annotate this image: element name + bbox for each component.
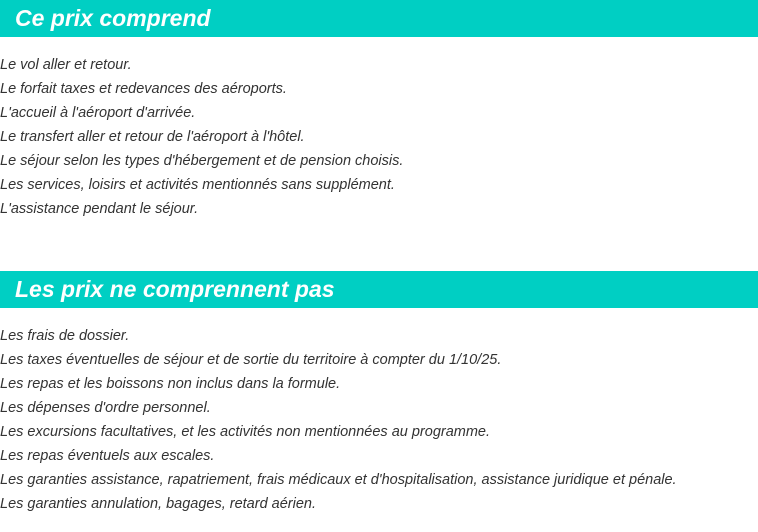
excluded-section-title: Les prix ne comprennent pas (0, 271, 758, 308)
list-item: L'assistance pendant le séjour. (0, 201, 199, 217)
list-item: Les garanties assistance, rapatriement, frais médicaux et d'hospitalisation, assistance juridique et pénale. (0, 472, 677, 488)
list-item: Les repas éventuels aux escales. (0, 448, 215, 464)
list-item: Le séjour selon les types d'hébergement et de pension choisis. (0, 153, 404, 169)
list-item: Les frais de dossier. (0, 328, 130, 344)
included-items-list (0, 53, 758, 221)
list-item: Le vol aller et retour. (0, 57, 132, 73)
list-item: Les dépenses d'ordre personnel. (0, 400, 211, 416)
list-item: Les taxes éventuelles de séjour et de sortie du territoire à compter du 1/10/25. (0, 352, 502, 368)
list-item: Le forfait taxes et redevances des aéroports. (0, 81, 287, 97)
included-section-title: Ce prix comprend (0, 0, 758, 37)
list-item: Les excursions facultatives, et les activités non mentionnées au programme. (0, 424, 491, 440)
list-item: L'accueil à l'aéroport d'arrivée. (0, 105, 196, 121)
list-item: Les repas et les boissons non inclus dans la formule. (0, 376, 341, 392)
list-item: Les garanties annulation, bagages, retard aérien. (0, 496, 316, 512)
excluded-items-list (0, 324, 758, 516)
list-item: Les services, loisirs et activités mentionnés sans supplément. (0, 177, 395, 193)
list-item: Le transfert aller et retour de l'aéroport à l'hôtel. (0, 129, 305, 145)
